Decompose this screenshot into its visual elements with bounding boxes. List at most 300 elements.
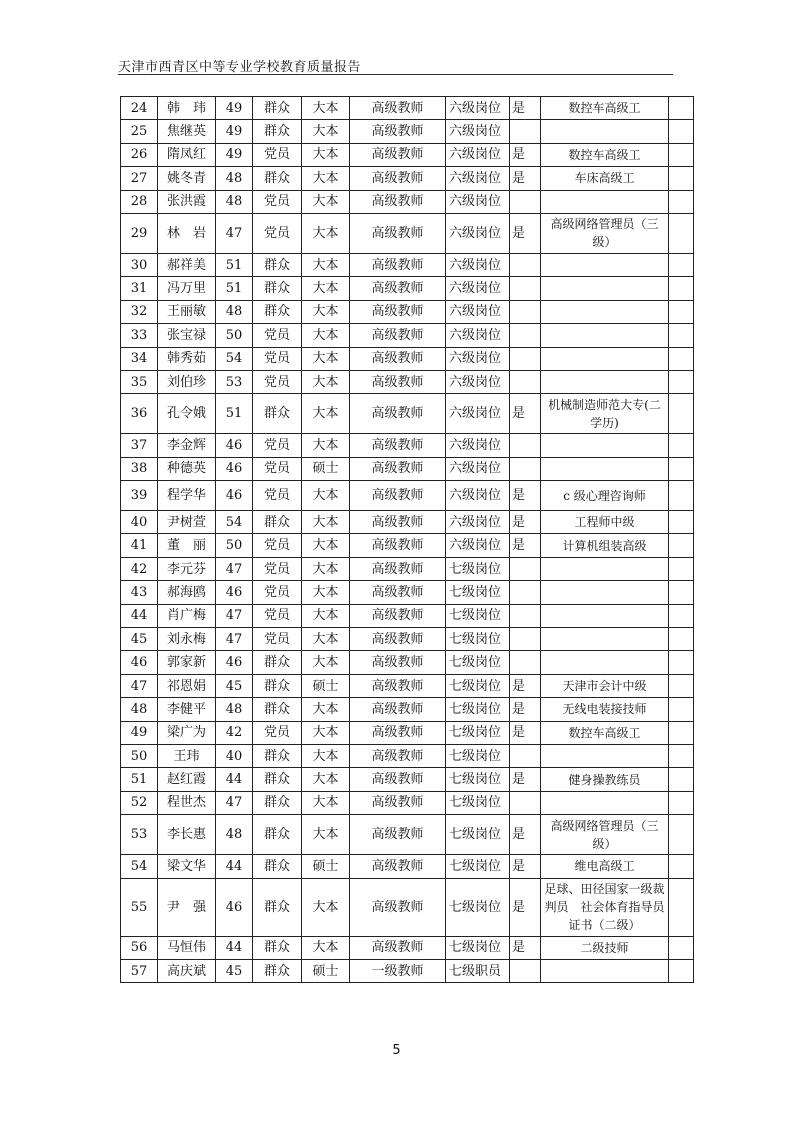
age-cell: 50 (216, 324, 253, 347)
extra-cell (669, 721, 694, 744)
education-cell: 大本 (302, 791, 350, 814)
qualified-flag-cell (510, 300, 541, 323)
age-cell: 46 (216, 581, 253, 604)
row-number: 41 (121, 534, 158, 557)
party-cell: 群众 (253, 394, 302, 434)
certificate-cell (541, 581, 669, 604)
post-cell: 六级岗位 (446, 253, 510, 276)
post-cell: 七级岗位 (446, 878, 510, 936)
certificate-cell: 维电高级工 (541, 855, 669, 878)
party-cell: 党员 (253, 434, 302, 457)
post-cell: 六级岗位 (446, 347, 510, 370)
age-cell: 49 (216, 120, 253, 143)
extra-cell (669, 651, 694, 674)
row-number: 31 (121, 277, 158, 300)
post-cell: 七级岗位 (446, 674, 510, 697)
qualified-flag-cell: 是 (510, 213, 541, 253)
post-cell: 六级岗位 (446, 300, 510, 323)
certificate-cell: 计算机组装高级 (541, 534, 669, 557)
qualified-flag-cell (510, 581, 541, 604)
certificate-cell (541, 190, 669, 213)
qualified-flag-cell (510, 120, 541, 143)
name-cell: 李健平 (158, 698, 216, 721)
party-cell: 群众 (253, 120, 302, 143)
party-cell: 党员 (253, 628, 302, 651)
education-cell: 大本 (302, 815, 350, 855)
title-cell: 高级教师 (350, 557, 446, 580)
certificate-cell (541, 253, 669, 276)
table-row (121, 698, 694, 721)
certificate-cell (541, 370, 669, 393)
extra-cell (669, 604, 694, 627)
age-cell: 44 (216, 855, 253, 878)
party-cell: 党员 (253, 481, 302, 511)
post-cell: 七级岗位 (446, 628, 510, 651)
certificate-cell: 数控车高级工 (541, 721, 669, 744)
name-cell: 冯万里 (158, 277, 216, 300)
name-cell: 郝祥美 (158, 253, 216, 276)
row-number: 54 (121, 855, 158, 878)
table-row (121, 511, 694, 534)
table-row (121, 300, 694, 323)
title-cell: 高级教师 (350, 534, 446, 557)
party-cell: 群众 (253, 277, 302, 300)
row-number: 45 (121, 628, 158, 651)
party-cell: 党员 (253, 604, 302, 627)
title-cell: 高级教师 (350, 721, 446, 744)
certificate-cell (541, 959, 669, 982)
certificate-cell: 足球、田径国家一级裁判员 社会体育指导员证书（二级） (541, 878, 669, 936)
extra-cell (669, 370, 694, 393)
row-number: 43 (121, 581, 158, 604)
extra-cell (669, 143, 694, 166)
extra-cell (669, 511, 694, 534)
party-cell: 党员 (253, 457, 302, 480)
row-number: 24 (121, 97, 158, 120)
age-cell: 48 (216, 190, 253, 213)
title-cell: 高级教师 (350, 604, 446, 627)
table-row (121, 167, 694, 190)
qualified-flag-cell (510, 190, 541, 213)
education-cell: 大本 (302, 190, 350, 213)
row-number: 48 (121, 698, 158, 721)
row-number: 37 (121, 434, 158, 457)
age-cell: 53 (216, 370, 253, 393)
certificate-cell (541, 277, 669, 300)
qualified-flag-cell (510, 277, 541, 300)
qualified-flag-cell (510, 324, 541, 347)
table-row (121, 815, 694, 855)
certificate-cell: 二级技师 (541, 936, 669, 959)
qualified-flag-cell: 是 (510, 394, 541, 434)
education-cell: 大本 (302, 347, 350, 370)
age-cell: 49 (216, 97, 253, 120)
header-rule (118, 74, 673, 75)
report-header: 天津市西青区中等专业学校教育质量报告 (118, 60, 362, 75)
title-cell: 高级教师 (350, 628, 446, 651)
qualified-flag-cell: 是 (510, 698, 541, 721)
post-cell: 七级职员 (446, 959, 510, 982)
table-row (121, 143, 694, 166)
table-row (121, 855, 694, 878)
table-row (121, 370, 694, 393)
extra-cell (669, 855, 694, 878)
title-cell: 高级教师 (350, 936, 446, 959)
party-cell: 群众 (253, 167, 302, 190)
title-cell: 高级教师 (350, 253, 446, 276)
certificate-cell (541, 628, 669, 651)
education-cell: 硕士 (302, 674, 350, 697)
row-number: 47 (121, 674, 158, 697)
education-cell: 大本 (302, 511, 350, 534)
party-cell: 党员 (253, 213, 302, 253)
certificate-cell: 无线电装接技师 (541, 698, 669, 721)
table-row (121, 253, 694, 276)
table-row (121, 394, 694, 434)
title-cell: 高级教师 (350, 744, 446, 767)
name-cell: 郝海鸥 (158, 581, 216, 604)
qualified-flag-cell (510, 253, 541, 276)
post-cell: 六级岗位 (446, 394, 510, 434)
table-row (121, 744, 694, 767)
party-cell: 群众 (253, 878, 302, 936)
title-cell: 高级教师 (350, 97, 446, 120)
education-cell: 大本 (302, 581, 350, 604)
name-cell: 梁广为 (158, 721, 216, 744)
post-cell: 七级岗位 (446, 744, 510, 767)
party-cell: 党员 (253, 557, 302, 580)
age-cell: 40 (216, 744, 253, 767)
row-number: 32 (121, 300, 158, 323)
certificate-cell (541, 651, 669, 674)
title-cell: 高级教师 (350, 347, 446, 370)
party-cell: 群众 (253, 959, 302, 982)
education-cell: 大本 (302, 604, 350, 627)
age-cell: 48 (216, 167, 253, 190)
row-number: 30 (121, 253, 158, 276)
row-number: 57 (121, 959, 158, 982)
education-cell: 大本 (302, 768, 350, 791)
staff-table-body (121, 97, 694, 983)
extra-cell (669, 674, 694, 697)
education-cell: 大本 (302, 698, 350, 721)
table-row (121, 434, 694, 457)
post-cell: 七级岗位 (446, 936, 510, 959)
extra-cell (669, 213, 694, 253)
name-cell: 张宝禄 (158, 324, 216, 347)
age-cell: 49 (216, 143, 253, 166)
extra-cell (669, 534, 694, 557)
post-cell: 六级岗位 (446, 190, 510, 213)
post-cell: 七级岗位 (446, 557, 510, 580)
party-cell: 党员 (253, 370, 302, 393)
certificate-cell (541, 434, 669, 457)
party-cell: 群众 (253, 936, 302, 959)
certificate-cell (541, 300, 669, 323)
extra-cell (669, 394, 694, 434)
party-cell: 群众 (253, 511, 302, 534)
extra-cell (669, 120, 694, 143)
education-cell: 大本 (302, 651, 350, 674)
name-cell: 刘伯珍 (158, 370, 216, 393)
title-cell: 高级教师 (350, 457, 446, 480)
row-number: 44 (121, 604, 158, 627)
row-number: 25 (121, 120, 158, 143)
staff-table (120, 96, 694, 983)
name-cell: 隋凤红 (158, 143, 216, 166)
extra-cell (669, 277, 694, 300)
certificate-cell (541, 744, 669, 767)
post-cell: 六级岗位 (446, 324, 510, 347)
qualified-flag-cell: 是 (510, 143, 541, 166)
extra-cell (669, 878, 694, 936)
education-cell: 大本 (302, 534, 350, 557)
education-cell: 大本 (302, 253, 350, 276)
table-row (121, 959, 694, 982)
name-cell: 程学华 (158, 481, 216, 511)
post-cell: 六级岗位 (446, 434, 510, 457)
row-number: 36 (121, 394, 158, 434)
extra-cell (669, 936, 694, 959)
row-number: 46 (121, 651, 158, 674)
table-row (121, 791, 694, 814)
education-cell: 大本 (302, 143, 350, 166)
certificate-cell: 数控车高级工 (541, 97, 669, 120)
education-cell: 硕士 (302, 855, 350, 878)
qualified-flag-cell (510, 457, 541, 480)
education-cell: 大本 (302, 277, 350, 300)
party-cell: 党员 (253, 143, 302, 166)
title-cell: 高级教师 (350, 651, 446, 674)
row-number: 51 (121, 768, 158, 791)
age-cell: 46 (216, 651, 253, 674)
extra-cell (669, 97, 694, 120)
name-cell: 姚冬青 (158, 167, 216, 190)
extra-cell (669, 557, 694, 580)
certificate-cell: 天津市会计中级 (541, 674, 669, 697)
title-cell: 高级教师 (350, 190, 446, 213)
education-cell: 硕士 (302, 457, 350, 480)
extra-cell (669, 324, 694, 347)
page-number: 5 (392, 1043, 401, 1058)
post-cell: 七级岗位 (446, 698, 510, 721)
party-cell: 群众 (253, 300, 302, 323)
title-cell: 高级教师 (350, 674, 446, 697)
party-cell: 群众 (253, 744, 302, 767)
name-cell: 王丽敏 (158, 300, 216, 323)
title-cell: 高级教师 (350, 120, 446, 143)
title-cell: 高级教师 (350, 855, 446, 878)
age-cell: 42 (216, 721, 253, 744)
name-cell: 韩 玮 (158, 97, 216, 120)
certificate-cell (541, 120, 669, 143)
table-row (121, 534, 694, 557)
party-cell: 群众 (253, 815, 302, 855)
table-row (121, 481, 694, 511)
post-cell: 七级岗位 (446, 651, 510, 674)
qualified-flag-cell (510, 434, 541, 457)
table-row (121, 674, 694, 697)
qualified-flag-cell (510, 791, 541, 814)
certificate-cell: 高级网络管理员（三级） (541, 213, 669, 253)
extra-cell (669, 791, 694, 814)
age-cell: 51 (216, 277, 253, 300)
party-cell: 群众 (253, 253, 302, 276)
table-row (121, 213, 694, 253)
extra-cell (669, 167, 694, 190)
name-cell: 梁文华 (158, 855, 216, 878)
education-cell: 大本 (302, 300, 350, 323)
row-number: 34 (121, 347, 158, 370)
post-cell: 六级岗位 (446, 534, 510, 557)
post-cell: 七级岗位 (446, 768, 510, 791)
qualified-flag-cell (510, 628, 541, 651)
education-cell: 大本 (302, 434, 350, 457)
name-cell: 董 丽 (158, 534, 216, 557)
education-cell: 大本 (302, 324, 350, 347)
age-cell: 54 (216, 347, 253, 370)
extra-cell (669, 457, 694, 480)
row-number: 28 (121, 190, 158, 213)
certificate-cell: c 级心理咨询师 (541, 481, 669, 511)
post-cell: 六级岗位 (446, 277, 510, 300)
education-cell: 大本 (302, 213, 350, 253)
name-cell: 张洪霞 (158, 190, 216, 213)
post-cell: 六级岗位 (446, 511, 510, 534)
party-cell: 党员 (253, 534, 302, 557)
table-row (121, 557, 694, 580)
name-cell: 马恒伟 (158, 936, 216, 959)
qualified-flag-cell (510, 557, 541, 580)
table-row (121, 277, 694, 300)
certificate-cell: 健身操教练员 (541, 768, 669, 791)
qualified-flag-cell (510, 744, 541, 767)
name-cell: 李金辉 (158, 434, 216, 457)
education-cell: 大本 (302, 744, 350, 767)
title-cell: 高级教师 (350, 481, 446, 511)
qualified-flag-cell: 是 (510, 534, 541, 557)
qualified-flag-cell: 是 (510, 768, 541, 791)
qualified-flag-cell: 是 (510, 936, 541, 959)
title-cell: 高级教师 (350, 167, 446, 190)
certificate-cell (541, 604, 669, 627)
certificate-cell: 高级网络管理员（三级） (541, 815, 669, 855)
row-number: 49 (121, 721, 158, 744)
name-cell: 程世杰 (158, 791, 216, 814)
post-cell: 七级岗位 (446, 721, 510, 744)
table-row (121, 878, 694, 936)
title-cell: 高级教师 (350, 878, 446, 936)
name-cell: 祁恩娟 (158, 674, 216, 697)
certificate-cell: 车床高级工 (541, 167, 669, 190)
name-cell: 肖广梅 (158, 604, 216, 627)
education-cell: 硕士 (302, 959, 350, 982)
title-cell: 高级教师 (350, 434, 446, 457)
name-cell: 种德英 (158, 457, 216, 480)
table-row (121, 936, 694, 959)
table-row (121, 457, 694, 480)
table-row (121, 651, 694, 674)
qualified-flag-cell: 是 (510, 97, 541, 120)
table-row (121, 97, 694, 120)
extra-cell (669, 190, 694, 213)
qualified-flag-cell: 是 (510, 167, 541, 190)
party-cell: 群众 (253, 855, 302, 878)
row-number: 55 (121, 878, 158, 936)
row-number: 26 (121, 143, 158, 166)
qualified-flag-cell: 是 (510, 815, 541, 855)
name-cell: 高庆斌 (158, 959, 216, 982)
row-number: 56 (121, 936, 158, 959)
post-cell: 六级岗位 (446, 457, 510, 480)
age-cell: 47 (216, 213, 253, 253)
row-number: 42 (121, 557, 158, 580)
table-row (121, 604, 694, 627)
post-cell: 六级岗位 (446, 213, 510, 253)
extra-cell (669, 744, 694, 767)
party-cell: 群众 (253, 791, 302, 814)
education-cell: 大本 (302, 557, 350, 580)
age-cell: 54 (216, 511, 253, 534)
title-cell: 高级教师 (350, 324, 446, 347)
title-cell: 高级教师 (350, 815, 446, 855)
post-cell: 六级岗位 (446, 481, 510, 511)
age-cell: 45 (216, 674, 253, 697)
party-cell: 群众 (253, 698, 302, 721)
qualified-flag-cell: 是 (510, 721, 541, 744)
post-cell: 六级岗位 (446, 143, 510, 166)
name-cell: 尹 强 (158, 878, 216, 936)
title-cell: 高级教师 (350, 581, 446, 604)
age-cell: 48 (216, 698, 253, 721)
title-cell: 高级教师 (350, 143, 446, 166)
post-cell: 六级岗位 (446, 167, 510, 190)
extra-cell (669, 768, 694, 791)
qualified-flag-cell: 是 (510, 674, 541, 697)
age-cell: 47 (216, 791, 253, 814)
certificate-cell (541, 457, 669, 480)
education-cell: 大本 (302, 370, 350, 393)
row-number: 50 (121, 744, 158, 767)
party-cell: 群众 (253, 674, 302, 697)
table-row (121, 581, 694, 604)
post-cell: 七级岗位 (446, 791, 510, 814)
education-cell: 大本 (302, 936, 350, 959)
name-cell: 赵红霞 (158, 768, 216, 791)
extra-cell (669, 481, 694, 511)
row-number: 39 (121, 481, 158, 511)
name-cell: 李长惠 (158, 815, 216, 855)
certificate-cell (541, 791, 669, 814)
age-cell: 51 (216, 253, 253, 276)
extra-cell (669, 628, 694, 651)
age-cell: 45 (216, 959, 253, 982)
qualified-flag-cell: 是 (510, 878, 541, 936)
post-cell: 六级岗位 (446, 97, 510, 120)
title-cell: 高级教师 (350, 394, 446, 434)
certificate-cell: 机械制造师范大专(二学历) (541, 394, 669, 434)
table-row (121, 324, 694, 347)
age-cell: 47 (216, 628, 253, 651)
title-cell: 高级教师 (350, 370, 446, 393)
party-cell: 党员 (253, 347, 302, 370)
name-cell: 郭家新 (158, 651, 216, 674)
title-cell: 一级教师 (350, 959, 446, 982)
title-cell: 高级教师 (350, 768, 446, 791)
post-cell: 六级岗位 (446, 120, 510, 143)
age-cell: 48 (216, 300, 253, 323)
name-cell: 刘永梅 (158, 628, 216, 651)
